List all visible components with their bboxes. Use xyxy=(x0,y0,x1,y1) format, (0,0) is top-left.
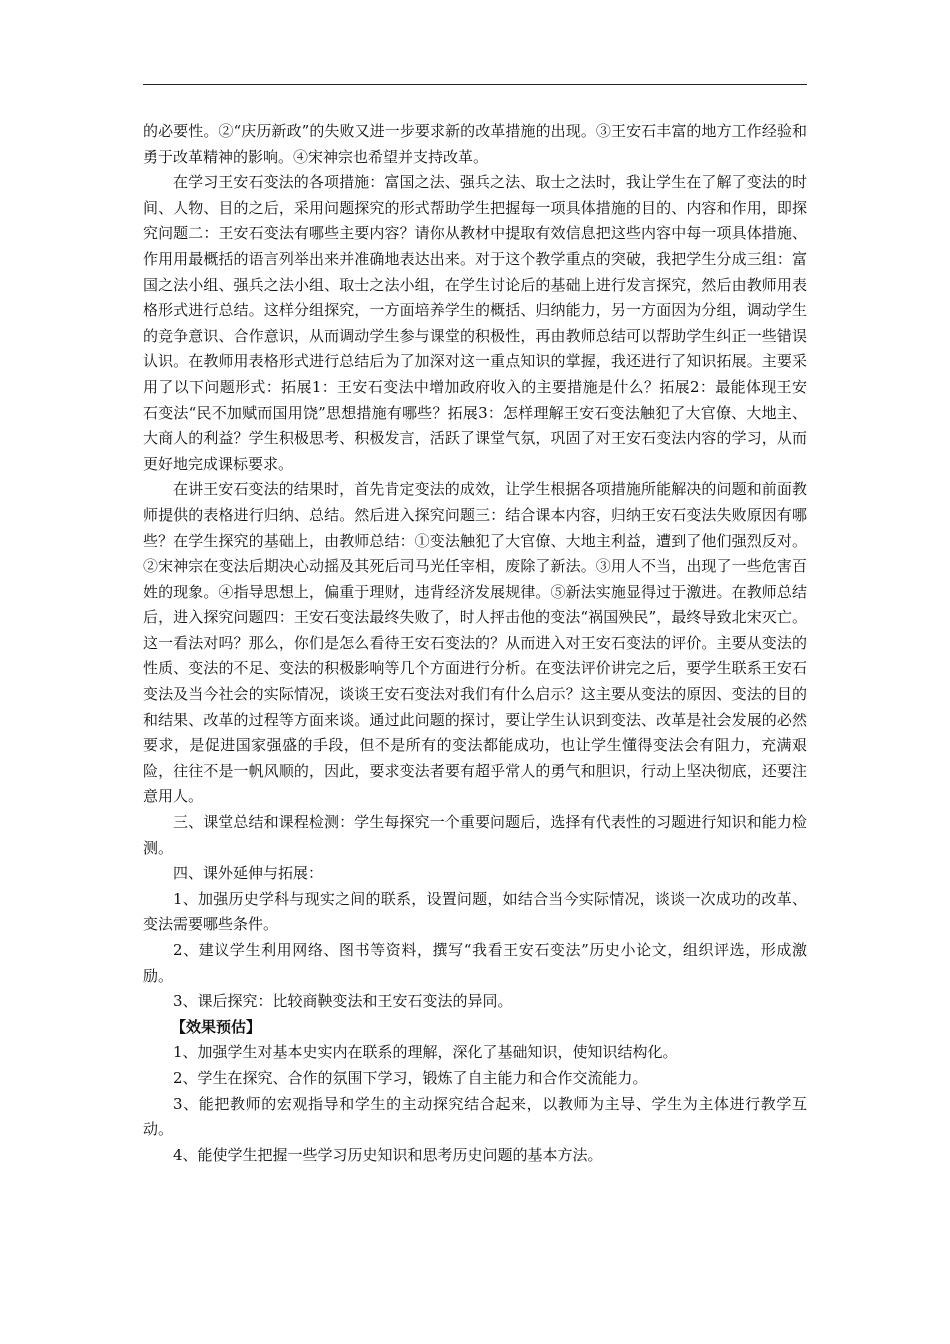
effect-item-4: 4、能使学生把握一些学习历史知识和思考历史问题的基本方法。 xyxy=(173,1145,603,1164)
paragraph-8: 3、课后探究：比较商鞅变法和王安石变法的异同。 xyxy=(173,992,513,1011)
paragraph-7: 2、建议学生利用网络、图书等资料，撰写“我看王安石变法”历史小论文，组织评选，形成激励。 xyxy=(143,941,807,985)
paragraph-5: 四、课外延伸与拓展： xyxy=(173,864,324,883)
header-rule xyxy=(143,84,807,85)
paragraph-1: 的必要性。②“庆历新政”的失败又进一步要求新的改革措施的出现。③王安石丰富的地方工作经验和勇于改革精神的影响。④宋神宗也希望并支持改革。 xyxy=(143,122,807,166)
effect-heading: 【效果预估】 xyxy=(171,1017,262,1036)
paragraph-3: 在讲王安石变法的结果时，首先肯定变法的成效，让学生根据各项措施所能解决的问题和前面教师提供的表格进行归纳、总结。然后进入探究问题三：结合课本内容，归纳王安石变法失败原因有哪些？在学生探究的基础上，由教师总结：①变法触犯了大官僚、大地主利益，遭到了他们强烈反对。②宋神宗在变法后期决心动摇及其死后司马光任宰相，废除了新法。③用人不当，出现了一些危害百姓的现象。④指导思想上，偏重于理财，违背经济发展规律。⑤新法实施显得过于激进。在教师总结后，进入探究问题四：王安石变法最终失败了，时人抨击他的变法“祸国殃民”，最终导致北宋灭亡。这一看法对吗？那么，你们是怎么看待王安石变法的？从而进入对王安石变法的评价。主要从变法的性质、变法的不足、变法的积极影响等几个方面进行分析。在变法评价讲完之后，要学生联系王安石变法及当今社会的实际情况，谈谈王安石变法对我们有什么启示？这主要从变法的原因、变法的目的和结果、改革的过程等方面来谈。通过此问题的探讨，要让学生认识到变法、改革是社会发展的必然要求，是促进国家强盛的手段，但不是所有的变法都能成功，也让学生懂得变法会有阻力，充满艰险，往往不是一帆风顺的，因此，要求变法者要有超乎常人的勇气和胆识，行动上坚决彻底，还要注意用人。 xyxy=(143,480,807,806)
effect-item-1: 1、加强学生对基本史实内在联系的理解，深化了基础知识，使知识结构化。 xyxy=(173,1043,678,1062)
document-body xyxy=(143,119,807,1168)
paragraph-6: 1、加强历史学科与现实之间的联系，设置问题，如结合当今实际情况，谈谈一次成功的改革、变法需要哪些条件。 xyxy=(143,889,807,934)
effect-item-2: 2、学生在探究、合作的氛围下学习，锻炼了自主能力和合作交流能力。 xyxy=(173,1068,648,1087)
paragraph-2: 在学习王安石变法的各项措施：富国之法、强兵之法、取士之法时，我让学生在了解了变法的时间、人物、目的之后，采用问题探究的形式帮助学生把握每一项具体措施的目的、内容和作用，即探究问题二：王安石变法有哪些主要内容？请你从教材中提取有效信息把这些内容中每一项具体措施、作用用最概括的语言列举出来并准确地表达出来。对于这个教学重点的突破，我把学生分成三组：富国之法小组、强兵之法小组、取士之法小组，在学生讨论后的基础上进行发言探究，然后由教师用表格形式进行总结。这样分组探究，一方面培养学生的概括、归纳能力，另一方面因为分组，调动学生的竞争意识、合作意识，从而调动学生参与课堂的积极性，再由教师总结可以帮助学生纠正一些错误认识。在教师用表格形式进行总结后为了加深对这一重点知识的掌握，我还进行了知识拓展。主要采用了以下问题形式：拓展1：王安石变法中增加政府收入的主要措施是什么？拓展2：最能体现王安石变法“民不加赋而国用饶”思想措施有哪些？拓展3：怎样理解王安石变法触犯了大官僚、大地主、大商人的利益？学生积极思考、积极发言，活跃了课堂气氛，巩固了对王安石变法内容的学习，从而更好地完成课标要求。 xyxy=(143,173,807,473)
paragraph-4: 三、课堂总结和课程检测：学生每探究一个重要问题后，选择有代表性的习题进行知识和能力检测。 xyxy=(143,813,807,857)
effect-item-3: 3、能把教师的宏观指导和学生的主动探究结合起来，以教师为主导、学生为主体进行教学互动。 xyxy=(143,1094,807,1139)
